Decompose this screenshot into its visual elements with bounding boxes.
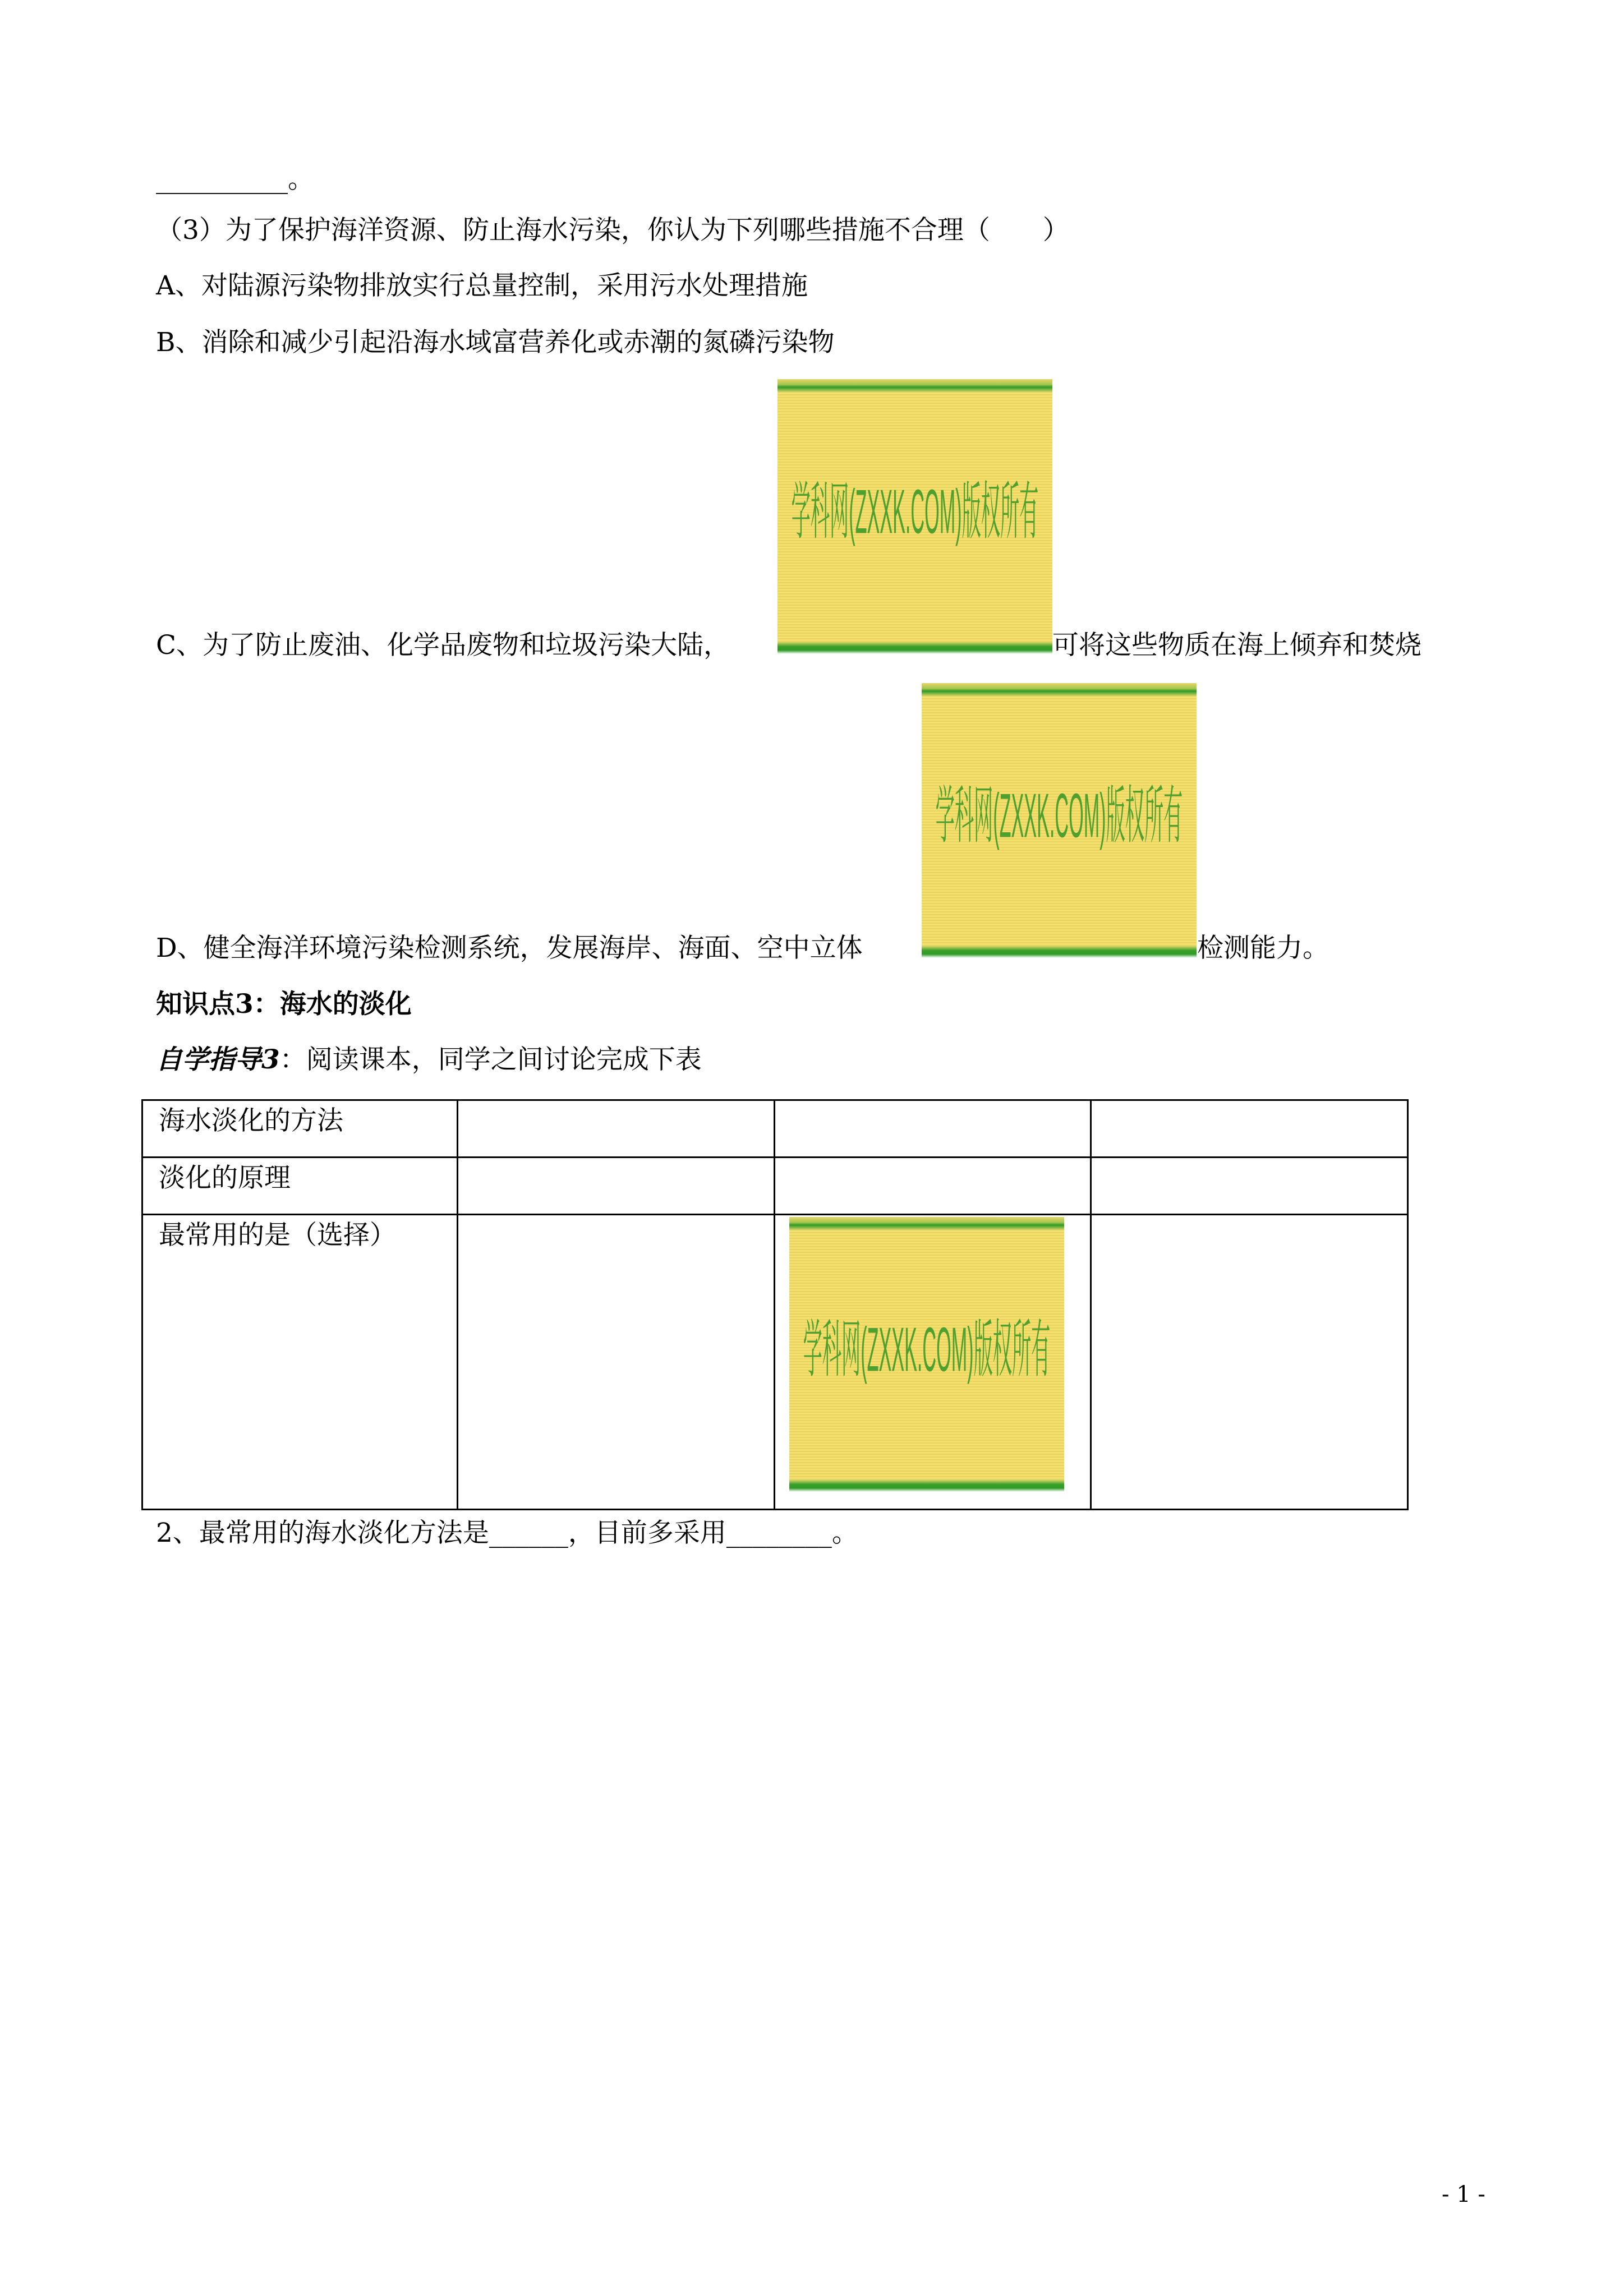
svg-text:学科网(ZXXK.COM)版权所有: 学科网(ZXXK.COM)版权所有	[791, 477, 1039, 547]
option-a: A、对陆源污染物排放实行总量控制，采用污水处理措施	[156, 270, 808, 301]
option-c-prefix: C、为了防止废油、化学品废物和垃圾污染大陆，	[156, 630, 730, 661]
section-title: 知识点3：海水的淡化	[156, 989, 412, 1020]
option-c-suffix: 可将这些物质在海上倾弃和焚烧	[1052, 630, 1421, 661]
question-3: （3）为了保护海洋资源、防止海水污染，你认为下列哪些措施不合理（ ）	[156, 215, 1069, 246]
table-cell-blank[interactable]	[774, 1158, 1091, 1215]
table-cell-blank[interactable]	[774, 1100, 1091, 1158]
desalination-table	[141, 1099, 1409, 1510]
table-cell-blank[interactable]	[1091, 1158, 1408, 1215]
watermark-text-graphic	[789, 1217, 1064, 1492]
table-cell-blank[interactable]	[1091, 1100, 1408, 1158]
guide-label: 自学指导3	[156, 1044, 280, 1075]
table-cell-blank[interactable]	[1091, 1215, 1408, 1510]
svg-text:学科网(ZXXK.COM)版权所有: 学科网(ZXXK.COM)版权所有	[935, 781, 1183, 851]
watermark-text-graphic	[922, 683, 1197, 958]
table-cell-blank[interactable]	[457, 1158, 774, 1215]
page-number: - 1 -	[1442, 2182, 1485, 2207]
self-study-guide	[156, 1046, 702, 1073]
watermark-image-3	[789, 1217, 1064, 1492]
table-cell-label: 最常用的是（选择）	[142, 1215, 458, 1510]
watermark-text-graphic	[778, 379, 1052, 654]
table-cell-blank[interactable]	[457, 1215, 774, 1510]
option-d-prefix: D、健全海洋环境污染检测系统，发展海岸、海面、空中立体	[156, 933, 863, 963]
table-cell-label: 淡化的原理	[142, 1158, 458, 1215]
watermark-image-2	[922, 683, 1197, 958]
guide-text: ：阅读课本，同学之间讨论完成下表	[279, 1044, 702, 1075]
watermark-image-1	[778, 379, 1052, 654]
svg-text:学科网(ZXXK.COM)版权所有: 学科网(ZXXK.COM)版权所有	[803, 1315, 1051, 1385]
option-d-suffix: 检测能力。	[1197, 933, 1329, 963]
question-2: 2、最常用的海水淡化方法是______，目前多采用________。	[156, 1518, 858, 1548]
table-cell-label: 海水淡化的方法	[142, 1100, 458, 1158]
option-b: B、消除和减少引起沿海水域富营养化或赤潮的氮磷污染物	[156, 327, 835, 358]
table-cell-blank[interactable]	[457, 1100, 774, 1158]
answer-blank-line: __________。	[156, 164, 314, 195]
